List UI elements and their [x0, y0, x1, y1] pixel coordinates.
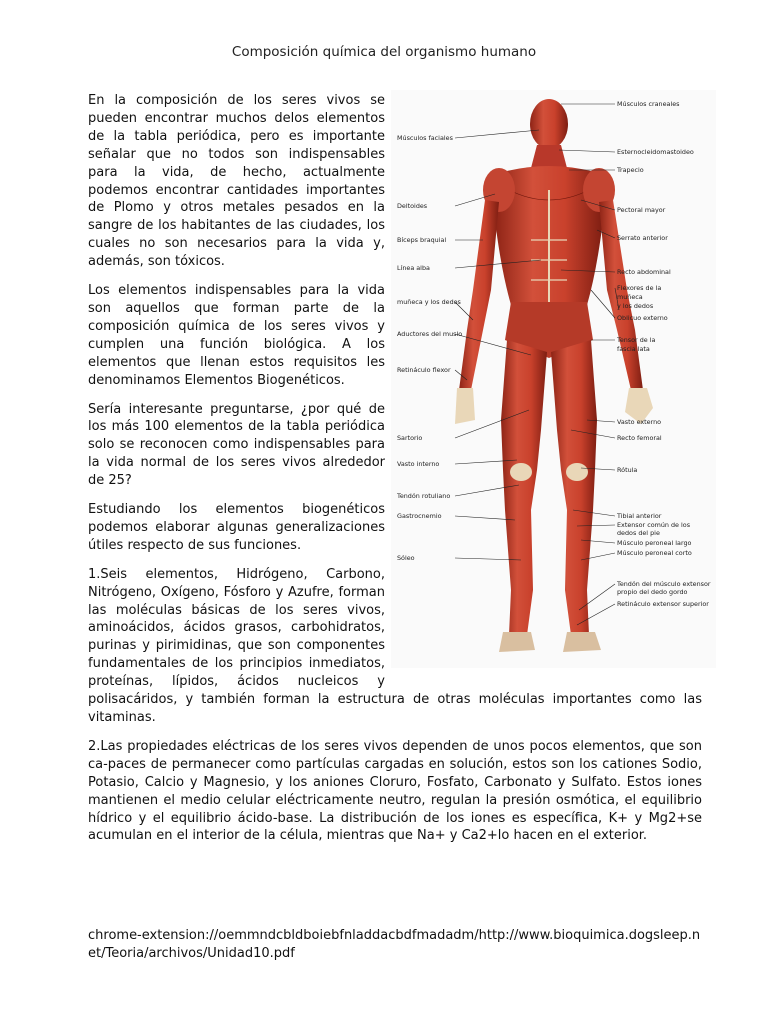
paragraph-5: 1.Seis elementos, Hidrógeno, Carbono, Nitrógeno, Oxígeno, Fósforo y Azufre, forman las moléculas básicas de los seres vivos, aminoácidos, ácidos grasos, carbohidratos, purinas y pirimidinas, que son componentes fundamentales de los principios inmediatos, proteínas, lípidos, ácidos nucleicos y polisacáridos, y también forman la estructura de otras moléculas importantes como las vitaminas. [88, 566, 702, 725]
document-body [88, 92, 711, 856]
figure-label-right: dedos del pie [617, 529, 660, 537]
figure-label-left: Aductores del muslo [397, 330, 463, 338]
figure-label-right: Extensor común de los [617, 521, 691, 529]
left-foot [499, 632, 535, 652]
neck-muscles [531, 145, 567, 168]
figure-label-right: Flexores de la [617, 284, 662, 292]
paragraph-6: 2.Las propiedades eléctricas de los seres vivos dependen de unos pocos elementos, que son ca-paces de permanecer como partículas cargadas en solución, estos son los cationes Sodio, Potasio, Calcio y Magnesio, y los aniones Cloruro, Fosfato, Carbonato y Sulfato. Estos iones mantienen el medio celular eléctricamente neutro, regulan la presión osmótica, el equilibrio hídrico y el equilibrio ácido-base. La distribución de los iones es específica, K+ y Mg2+se acumulan en el interior de la célula, mientras que Na+ y Ca2+lo hacen en el exterior. [88, 738, 702, 844]
figure-label-right: Pectoral mayor [617, 206, 666, 214]
figure-label-left: Sóleo [397, 554, 415, 562]
page-title: Composición química del organismo humano [231, 44, 537, 60]
figure-label-right: Músculos craneales [617, 100, 680, 108]
figure-label-right: Oblicuo externo [617, 314, 668, 322]
figure-label-right: Músculo peroneal largo [617, 539, 692, 547]
figure-label-left: Sartorio [397, 434, 423, 442]
leader-line [559, 150, 615, 152]
head-muscles [530, 99, 568, 149]
left-hand [455, 388, 475, 424]
figure-label-right: y los dedos [617, 302, 654, 310]
figure-label-left: muñeca y los dedos [397, 298, 461, 306]
leader-line [455, 130, 539, 138]
figure-label-right: Esternocleidomastoideo [617, 148, 694, 156]
anatomy-illustration [391, 90, 716, 668]
figure-label-right: muñeca [617, 293, 643, 301]
figure-label-left: Tendón rotuliano [397, 492, 451, 500]
figure-label-right: Recto femoral [617, 434, 662, 442]
figure-label-left: Deltoides [397, 202, 428, 210]
figure-label-right: fascia lata [617, 345, 650, 353]
figure-label-right: Vasto externo [617, 418, 662, 426]
figure-label-left: Vasto interno [397, 460, 440, 468]
figure-label-right: Tibial anterior [617, 512, 662, 520]
left-leg [501, 340, 547, 635]
figure-label-right: Rótula [617, 466, 638, 474]
paragraph-1: En la composición de los seres vivos se pueden encontrar muchos delos elementos de la tabla periódica, pero es importante señalar que no todos son indispensables para la vida, de hecho, actualmente podemos encontrar cantidades importantes de Plomo y otros metales pesados en la sangre de los habitantes de las ciudades, los cuales no son necesarios para la vida y, además, son tóxicos. [88, 93, 385, 270]
figure-label-left: Retináculo flexor [397, 366, 451, 374]
figure-label-left: Músculos faciales [397, 134, 453, 142]
figure-label-right: Tendón del músculo extensor [617, 580, 711, 588]
paragraph-2: Los elementos indispensables para la vida son aquellos que forman parte de la composición química de los seres vivos y cumplen una función biológica. A los elementos que llenan estos requisitos les denominamos Elementos Biogenéticos. [88, 283, 385, 388]
figure-label-left: Bíceps braquial [397, 236, 447, 244]
muscular-system-figure [391, 90, 716, 668]
figure-label-right: Serrato anterior [617, 234, 668, 242]
right-leg [551, 340, 597, 635]
right-knee [566, 463, 588, 481]
figure-label-right: Trapecio [617, 166, 644, 174]
figure-label-left: Gastrocnemio [397, 512, 442, 520]
paragraph-4: Estudiando los elementos biogenéticos podemos elaborar algunas generalizaciones útiles respecto de sus funciones. [88, 502, 385, 553]
left-arm [459, 200, 499, 390]
figure-label-right: Músculo peroneal corto [617, 549, 692, 557]
figure-label-left: Línea alba [397, 264, 430, 272]
left-knee [510, 463, 532, 481]
paragraph-3: Sería interesante preguntarse, ¿por qué de los más 100 elementos de la tabla periódica solo se reconocen como indispensables para la vida normal de los seres vivos alrededor de 25? [88, 401, 385, 489]
right-foot [563, 632, 601, 652]
figure-label-right: Tensor de la [617, 336, 656, 344]
source-url: chrome-extension://oemmndcbldboiebfnladdacbdfmadadm/http://www.bioquimica.dogsleep.net/Teoria/archivos/Unidad10.pdf [88, 928, 701, 961]
figure-label-right: Recto abdominal [617, 268, 671, 276]
figure-label-right: Retináculo extensor superior [617, 600, 709, 608]
figure-label-right: propio del dedo gordo [617, 588, 688, 596]
